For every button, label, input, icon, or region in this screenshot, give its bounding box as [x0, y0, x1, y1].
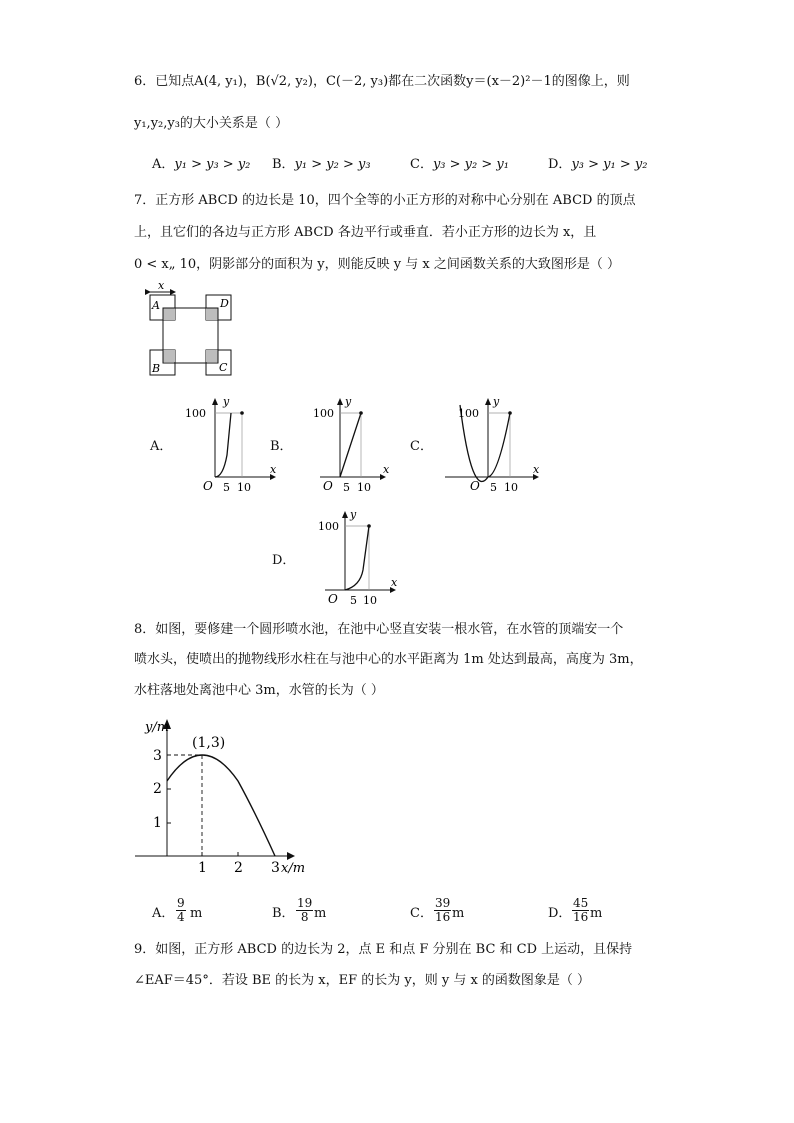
svg-text:5: 5: [223, 481, 230, 494]
shaded-b: [163, 350, 175, 362]
y-tick-3: 3: [153, 748, 162, 764]
q8-option-b-unit: m: [314, 906, 327, 921]
q7-option-c-label[interactable]: C．: [410, 439, 433, 454]
q8-option-d-label[interactable]: D．: [548, 906, 572, 921]
q8-line2: 喷水头，使喷出的抛物线形水柱在与池中心的水平距离为 1m 处达到最高，高度为 3m，: [134, 652, 643, 667]
corner-c: C: [219, 361, 228, 374]
q8-line3: 水柱落地处离池中心 3m，水管的长为（ ）: [134, 683, 384, 698]
y-tick-1: 1: [153, 815, 162, 831]
svg-text:100: 100: [185, 407, 206, 420]
q9-line2: ∠EAF＝45°．若设 BE 的长为 x，EF 的长为 y，则 y 与 x 的函数图象是（ ）: [134, 973, 591, 988]
svg-text:x: x: [533, 463, 540, 476]
q8-option-b-label[interactable]: B．: [272, 906, 295, 921]
q7-option-c-graph[interactable]: [440, 395, 550, 495]
q6-option-b[interactable]: B．y₁ > y₂ > y₃: [272, 157, 371, 172]
svg-text:5: 5: [343, 481, 350, 494]
q8-option-c-unit: m: [452, 906, 465, 921]
svg-text:y: y: [345, 395, 352, 408]
svg-text:x: x: [270, 463, 277, 476]
q8-option-c-label[interactable]: C．: [410, 906, 433, 921]
svg-text:x: x: [383, 463, 390, 476]
shaded-d: [206, 308, 218, 320]
q7-line1: 7．正方形 ABCD 的边长是 10，四个全等的小正方形的对称中心分别在 ABCD 的顶点: [134, 193, 636, 208]
svg-text:10: 10: [363, 594, 377, 607]
q8-option-c-fraction: $\frac{39}{16}$: [435, 896, 451, 924]
q7-square-figure: [130, 280, 240, 380]
svg-text:5: 5: [490, 481, 497, 494]
x-tick-3: 3: [271, 860, 280, 876]
corner-a: A: [152, 299, 160, 312]
q7-option-a-label[interactable]: A．: [150, 439, 173, 454]
q6-line2: y₁,y₂,y₃的大小关系是（ ）: [134, 116, 289, 131]
shaded-c: [206, 350, 218, 362]
q8-option-d-fraction: $\frac{45}{16}$: [573, 896, 589, 924]
corner-b: B: [152, 362, 161, 375]
q8-option-a-fraction: $\frac{9}{4}$: [177, 896, 185, 924]
q7-line2: 上，且它们的各边与正方形 ABCD 各边平行或垂直．若小正方形的边长为 x，且: [134, 225, 597, 240]
q7-option-d-graph[interactable]: [300, 508, 405, 608]
svg-text:O: O: [328, 592, 338, 606]
svg-text:100: 100: [313, 407, 334, 420]
svg-text:y: y: [223, 395, 230, 408]
q8-option-a-unit: m: [190, 906, 203, 921]
vertex-label: (1,3): [192, 735, 226, 751]
q6-line1: 6．已知点A(4, y₁)，B(√2, y₂)，C(－2, y₃)都在二次函数y＝(x－2)²－1的图像上，则: [134, 74, 630, 89]
x-tick-1: 1: [198, 860, 207, 876]
svg-text:x: x: [391, 576, 398, 589]
q9-line1: 9．如图，正方形 ABCD 的边长为 2，点 E 和点 F 分别在 BC 和 CD 上运动，且保持: [134, 942, 633, 957]
svg-text:O: O: [203, 479, 213, 493]
q7-option-b-label[interactable]: B．: [270, 439, 293, 454]
svg-text:O: O: [470, 479, 480, 493]
svg-text:5: 5: [350, 594, 357, 607]
corner-d: D: [220, 297, 229, 310]
q6-option-a[interactable]: A．y₁ > y₃ > y₂: [152, 157, 251, 172]
parabola-curve: [167, 755, 275, 856]
q8-option-a-label[interactable]: A．: [152, 906, 175, 921]
x-width-label: x: [158, 280, 165, 292]
svg-text:10: 10: [504, 481, 518, 494]
q8-option-d-unit: m: [590, 906, 603, 921]
svg-text:y: y: [493, 395, 500, 408]
q8-line1: 8．如图，要修建一个圆形喷水池，在池中心竖直安装一根水管，在水管的顶端安一个: [134, 622, 624, 637]
svg-text:10: 10: [357, 481, 371, 494]
y-axis-label: y/m: [145, 720, 170, 735]
q6-option-d[interactable]: D．y₃ > y₁ > y₂: [548, 157, 648, 172]
svg-text:10: 10: [237, 481, 251, 494]
q8-fountain-chart: [130, 715, 320, 880]
y-tick-2: 2: [153, 781, 162, 797]
shaded-a: [163, 308, 175, 320]
q8-option-b-fraction: $\frac{19}{8}$: [297, 896, 313, 924]
q7-option-b-graph[interactable]: [295, 395, 400, 495]
x-tick-2: 2: [234, 860, 243, 876]
svg-text:100: 100: [318, 520, 339, 533]
svg-text:O: O: [323, 479, 333, 493]
q7-option-a-graph[interactable]: [175, 395, 280, 495]
q6-option-c[interactable]: C．y₃ > y₂ > y₁: [410, 157, 509, 172]
x-axis-label: x/m: [281, 861, 306, 876]
q7-line3: 0 < x„ 10，阴影部分的面积为 y，则能反映 y 与 x 之间函数关系的大致图形是（ ）: [134, 257, 620, 272]
q7-option-d-label[interactable]: D．: [272, 553, 296, 568]
svg-text:100: 100: [458, 407, 479, 420]
svg-text:y: y: [350, 508, 357, 521]
